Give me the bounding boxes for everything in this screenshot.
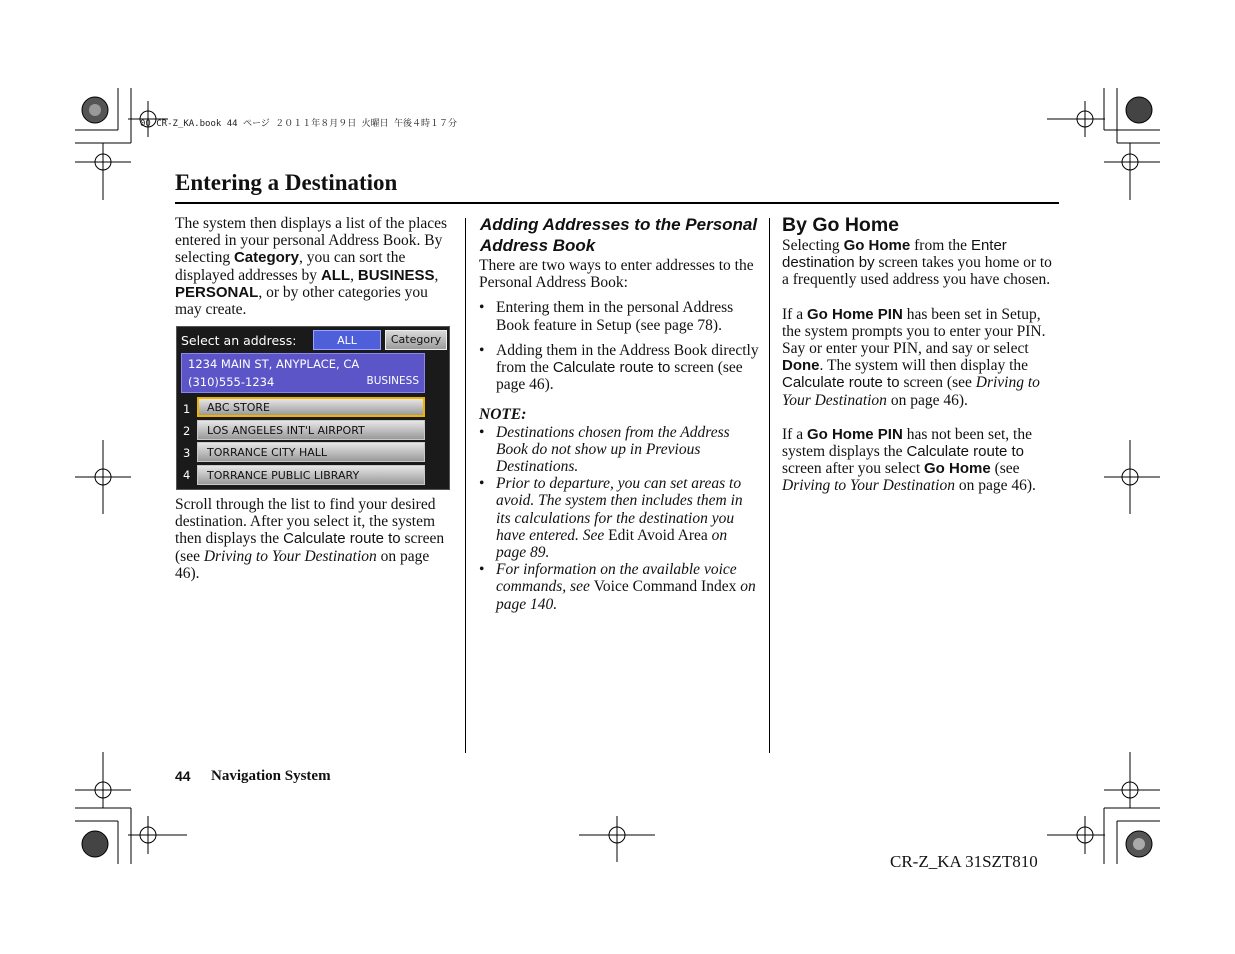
enter-destination-term: Enter destination by <box>782 237 1007 272</box>
title-rule <box>175 202 1059 204</box>
done-term: Done <box>782 357 820 375</box>
go-home-term: Go Home <box>924 460 991 478</box>
list-item-city-hall[interactable]: TORRANCE CITY HALL <box>197 442 425 462</box>
list-item-library[interactable]: TORRANCE PUBLIC LIBRARY <box>197 465 425 485</box>
column-1-intro <box>175 215 455 318</box>
calculate-route-term: Calculate route to <box>906 443 1025 461</box>
all-button[interactable]: ALL <box>313 330 381 350</box>
list-number: 4 <box>183 468 191 482</box>
screen-title: Select an address: <box>181 333 297 348</box>
list-item: • Adding them in the Address Book directly from the Calculate route to screen (see page 46). <box>479 341 759 394</box>
go-home-pin-term: Go Home PIN <box>806 305 903 323</box>
all-term: ALL <box>320 266 351 284</box>
column-3-body <box>782 237 1062 495</box>
phone-line: (310)555-1234 <box>188 375 275 389</box>
calculate-route-term: Calculate route to <box>552 359 671 377</box>
column-2-body <box>479 257 759 613</box>
go-home-term: Go Home <box>843 237 911 254</box>
page-title: Entering a Destination <box>175 170 398 195</box>
note-label: NOTE: <box>479 406 527 424</box>
scroll-paragraph: Scroll through the list to find your desired destination. After you select it, the system then displays the Calculate route to screen (see Driving to Your Destination on page 46). <box>175 496 445 582</box>
category-button[interactable]: Category <box>385 330 447 350</box>
column-divider-2 <box>769 218 770 753</box>
category-term: Category <box>233 249 299 267</box>
business-term: BUSINESS <box>357 266 435 284</box>
go-home-paragraph-1: Selecting Go Home from the Enter destination by screen takes you home or to a frequently used address you have chosen. <box>782 237 1052 289</box>
list-number: 3 <box>183 446 191 460</box>
note-item: • For information on the available voice commands, see Voice Command Index on page 140. <box>479 561 756 613</box>
address-line: 1234 MAIN ST, ANYPLACE, CA <box>188 357 360 371</box>
section-heading-adding-addresses: Adding Addresses to the Personal Address Book <box>480 215 758 255</box>
calculate-route-term: Calculate route to <box>283 530 401 548</box>
list-item-lax[interactable]: LOS ANGELES INT'L AIRPORT <box>197 420 425 440</box>
document-code: CR-Z_KA 31SZT810 <box>890 852 1038 871</box>
list-item: • Entering them in the personal Address Book feature in Setup (see page 78). <box>479 299 734 334</box>
section-footer-label: Navigation System <box>211 768 331 784</box>
list-number: 1 <box>183 402 191 416</box>
note-list <box>479 424 759 613</box>
ways-list <box>479 299 759 393</box>
print-header-meta: 00 CR-Z_KA.book 44 ページ ２０１１年８月９日 火曜日 午後４時１７分 <box>140 119 458 129</box>
list-number: 2 <box>183 424 191 438</box>
personal-term: PERSONAL <box>175 283 259 301</box>
note-item: • Prior to departure, you can set areas to avoid. The system then includes them in its calculations for the destination you have entered. See Edit Avoid Area on page 89. <box>479 475 743 562</box>
page-number: 44 <box>175 768 191 784</box>
go-home-pin-term: Go Home PIN <box>806 425 903 443</box>
intro-paragraph: There are two ways to enter addresses to the Personal Address Book: <box>479 257 754 292</box>
address-type: BUSINESS <box>366 375 419 387</box>
list-item-abc-store[interactable]: ABC STORE <box>197 397 425 417</box>
address-list-screen <box>176 326 450 490</box>
go-home-paragraph-2: If a Go Home PIN has been set in Setup, the system prompts you to enter your PIN. Say or enter your PIN, and say or select Done. The system will then display the Calculate route to screen (see Driving to Your Destination on page 46). <box>782 305 1046 409</box>
intro-paragraph: The system then displays a list of the places entered in your personal Address Book. By selecting Category, you can sort the displayed addresses by ALL, BUSINESS, PERSONAL, or by other categories you may create. <box>175 215 448 319</box>
note-item: • Destinations chosen from the Address Book do not show up in Previous Destinations. <box>479 423 730 476</box>
go-home-paragraph-3: If a Go Home PIN has not been set, the system displays the Calculate route to screen after you select Go Home (see Driving to Your Destination on page 46). <box>782 425 1036 495</box>
address-detail-box <box>181 353 425 393</box>
section-heading-go-home: By Go Home <box>782 214 900 236</box>
column-1-scroll <box>175 496 455 582</box>
calculate-route-term: Calculate route to <box>782 374 900 392</box>
column-divider-1 <box>465 218 466 753</box>
